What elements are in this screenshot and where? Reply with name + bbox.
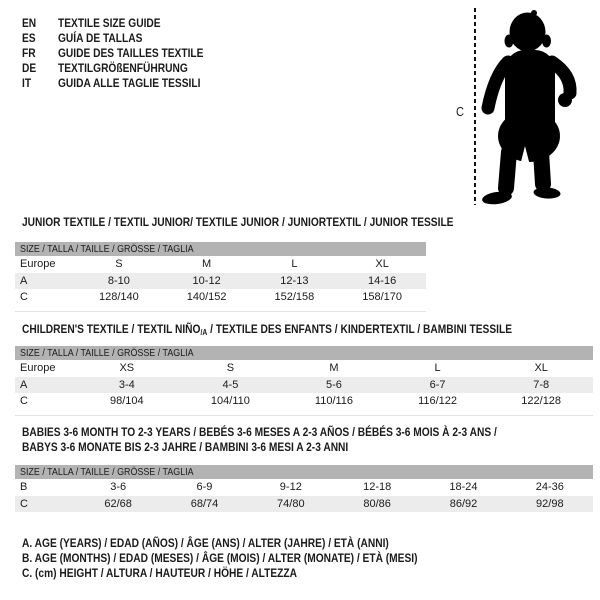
toddler-silhouette-figure: [468, 2, 598, 208]
table-cell: M: [329, 362, 339, 374]
size-header-text: SIZE / TALLA / TAILLE / GRÖSSE / TAGLIA: [20, 243, 194, 255]
table-cell: L: [434, 362, 441, 374]
table-cell: 24-36: [535, 481, 564, 493]
table-cell: 98/104: [109, 395, 144, 407]
row-label: B: [20, 481, 28, 493]
table-cell: XL: [534, 362, 548, 374]
table-cell: 128/140: [98, 291, 139, 303]
table-cell: 10-12: [192, 274, 221, 287]
table-cell: 62/68: [104, 497, 132, 510]
footnote-a: A. AGE (YEARS) / EDAD (AÑOS) / ÂGE (ANS) / ALTER (JAHRE) / ETÀ (ANNI): [22, 536, 389, 550]
language-row-fr: [22, 46, 229, 61]
size-header-bar: [15, 242, 426, 256]
table-row-c: [15, 289, 426, 306]
babies-title-line2: BABYS 3-6 MONATE BIS 2-3 JAHRE / BAMBINI 3-6 MESI A 2-3 ANNI: [22, 440, 349, 454]
table-cell: S: [226, 362, 235, 374]
babies-title-line1: BABIES 3-6 MONTH TO 2-3 YEARS / BEBÉS 3-6 MESES A 2-3 AÑOS / BÉBÉS 3-6 MOIS À 2-3 ANS /: [22, 425, 497, 439]
table-cell: 104/110: [210, 395, 250, 407]
size-header-text: SIZE / TALLA / TAILLE / GRÖSSE / TAGLIA: [20, 347, 194, 359]
language-list: [22, 16, 229, 91]
table-cell: 140/152: [186, 291, 227, 303]
babies-section-title: [22, 425, 581, 455]
table-cell: 3-4: [118, 378, 135, 391]
children-title-prefix: CHILDREN'S TEXTILE / TEXTIL NIÑO: [22, 322, 201, 336]
table-row-europe: [15, 360, 593, 377]
height-label-c: C: [456, 104, 464, 119]
footnote-b: B. AGE (MONTHS) / EDAD (MESES) / ÂGE (MOIS) / ALTER (MONATE) / ETÀ (MESI): [22, 551, 418, 565]
table-cell: 12-18: [363, 481, 392, 493]
table-cell: 122/128: [521, 395, 562, 407]
children-size-table: [15, 346, 593, 416]
row-label: C: [20, 497, 28, 510]
language-row-it: [22, 76, 229, 91]
table-cell: L: [291, 258, 298, 270]
language-code: ES: [22, 31, 36, 45]
language-title: TEXTILE SIZE GUIDE: [58, 16, 161, 30]
table-cell: 74/80: [277, 497, 305, 510]
table-cell: 152/158: [274, 291, 315, 303]
table-row-europe: [15, 256, 426, 273]
table-cell: 6-7: [429, 378, 446, 391]
table-cell: 9-12: [279, 481, 302, 493]
language-code: DE: [22, 61, 37, 75]
table-cell: 5-6: [326, 378, 342, 391]
children-title-suffix: / TEXTILE DES ENFANTS / KINDERTEXTIL / BAMBINI TESSILE: [207, 322, 512, 336]
row-label: C: [20, 291, 28, 303]
size-header-text: SIZE / TALLA / TAILLE / GRÖSSE / TAGLIA: [20, 466, 194, 478]
row-label: A: [20, 274, 28, 287]
language-row-en: [22, 16, 229, 31]
table-cell: M: [202, 258, 212, 270]
table-cell: 14-16: [368, 274, 397, 287]
table-cell: XL: [375, 258, 389, 270]
table-cell: 12-13: [280, 274, 309, 287]
junior-size-table: [15, 242, 426, 312]
table-cell: S: [115, 258, 123, 270]
table-cell: 86/92: [449, 497, 478, 510]
language-code: IT: [22, 76, 32, 90]
table-row-c: [15, 496, 593, 513]
language-title: GUIDA ALLE TAGLIE TESSILI: [58, 76, 201, 90]
table-cell: 68/74: [190, 497, 219, 510]
row-label: Europe: [20, 362, 56, 374]
babies-size-table: [15, 465, 593, 512]
table-row-b: [15, 479, 593, 496]
table-cell: 80/86: [363, 497, 391, 510]
language-title: GUÍA DE TALLAS: [58, 31, 143, 45]
size-header-bar: [15, 465, 593, 479]
table-cell: XS: [119, 362, 135, 374]
table-cell: 158/170: [362, 291, 402, 303]
row-label: A: [20, 378, 28, 391]
table-cell: 7-8: [533, 378, 550, 391]
children-section-title: [22, 322, 598, 337]
table-cell: 6-9: [196, 481, 213, 493]
table-cell: 92/98: [536, 497, 564, 510]
row-label: Europe: [20, 258, 56, 270]
table-cell: 116/122: [418, 395, 458, 407]
table-row-a: [15, 377, 593, 394]
table-row-c: [15, 393, 593, 410]
language-title: GUIDE DES TAILLES TEXTILE: [58, 46, 204, 60]
language-title: TEXTILGRÖßENFÜHRUNG: [58, 61, 188, 75]
table-cell: 8-10: [107, 274, 130, 287]
language-code: EN: [22, 16, 37, 30]
table-cell: 110/116: [314, 395, 354, 407]
table-cell: 3-6: [110, 481, 127, 493]
language-row-es: [22, 31, 229, 46]
row-label: C: [20, 395, 28, 407]
footnotes: [22, 536, 487, 581]
table-cell: 18-24: [449, 481, 478, 493]
table-row-a: [15, 273, 426, 290]
children-title-text: [22, 322, 512, 337]
junior-section-title: [22, 215, 530, 229]
children-title-subscript: /A: [200, 328, 208, 337]
size-header-bar: [15, 346, 593, 360]
language-code: FR: [22, 46, 36, 60]
footnote-c: C. (cm) HEIGHT / ALTURA / HAUTEUR / HÖHE / ALTEZZA: [22, 566, 298, 580]
language-row-de: [22, 61, 229, 76]
table-cell: 4-5: [222, 378, 239, 391]
junior-title-text: JUNIOR TEXTILE / TEXTIL JUNIOR/ TEXTILE JUNIOR / JUNIORTEXTIL / JUNIOR TESSILE: [22, 215, 454, 229]
